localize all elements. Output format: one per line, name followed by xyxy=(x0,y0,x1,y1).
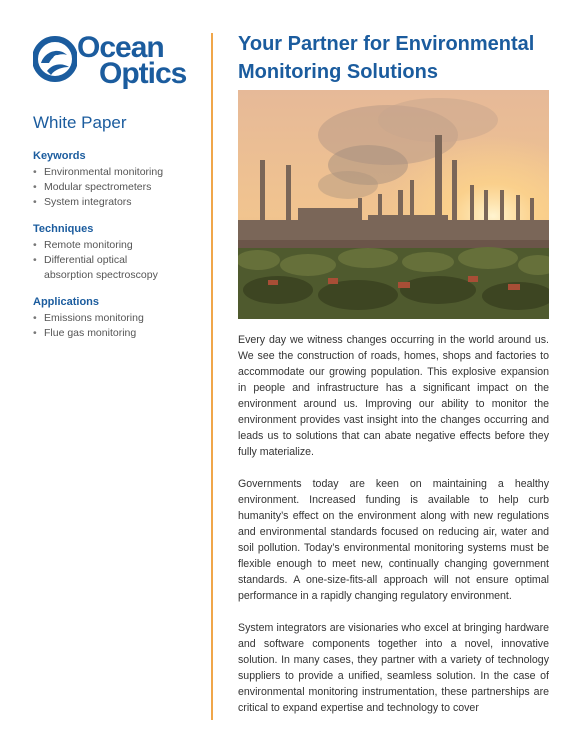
white-paper-label: White Paper xyxy=(33,113,127,132)
application-item: • Flue gas monitoring xyxy=(33,326,144,341)
article-body xyxy=(238,332,549,732)
keywords-heading: Keywords xyxy=(33,150,86,162)
keywords-section xyxy=(33,150,163,210)
paragraph: System integrators are visionaries who excel at bringing hardware and software components together into a novel, innovative solution. In many cases, they partner with a variety of technology suppliers to provide a unified, seamless solution. In the case of environmental monitoring instrumentation, these partnerships are critical to expand expertise and technology to cover xyxy=(238,622,549,714)
applications-section xyxy=(33,296,144,341)
application-item: • Emissions monitoring xyxy=(33,311,144,326)
paragraph: Every day we witness changes occurring in the world around us. We see the construction of roads, homes, shops and factories to accommodate our growing population. This explosive expansion in people and infrastructure has a significant impact on the environment around us. Improving our ability to monitor the environment provides vast insight into the changes occurring and leads us to solutions that can abate negative effects before they fully materialize. xyxy=(238,334,549,458)
applications-heading: Applications xyxy=(33,296,100,308)
industrial-smokestacks-photo xyxy=(238,90,549,319)
ocean-optics-logo xyxy=(33,31,193,90)
paragraph: Governments today are keen on maintaining a healthy environment. Increased funding is available to help curb humanity’s effect on the environment along with new regulations and environmental standards focused on reducing air, water and soil pollution. Today’s environmental monitoring systems must be flexible enough to meet new, continually changing government standards. A one-size-fits-all approach will not ensure optimal performance in a rapidly changing regulatory environment. xyxy=(238,478,549,602)
logo-word-ocean: Ocean xyxy=(77,31,164,64)
technique-item: • Differential optical absorption spectroscopy xyxy=(33,253,179,283)
technique-item: • Remote monitoring xyxy=(33,238,179,253)
techniques-heading: Techniques xyxy=(33,223,94,235)
keyword-item: • System integrators xyxy=(33,195,163,210)
column-divider xyxy=(211,33,213,720)
techniques-section xyxy=(33,223,179,283)
logo-word-optics: Optics xyxy=(99,57,187,90)
keyword-item: • Modular spectrometers xyxy=(33,180,163,195)
ocean-optics-swirl-icon xyxy=(33,33,77,83)
keyword-item: • Environmental monitoring xyxy=(33,165,163,180)
page-title: Your Partner for Environmental Monitoring Solutions xyxy=(238,33,535,83)
